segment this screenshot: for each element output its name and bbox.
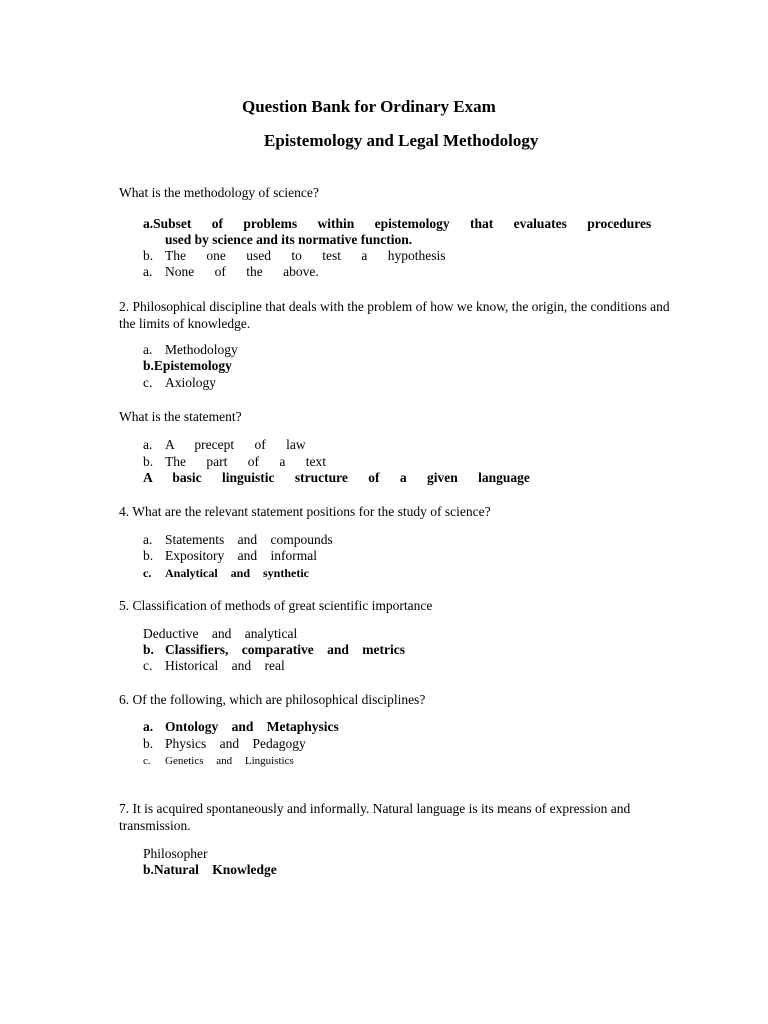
q4-option-a-letter: a. <box>143 532 153 547</box>
q7-option-a <box>143 846 208 862</box>
q3-option-b-text: The part of a text <box>165 454 326 469</box>
q7-option-b-text: Natural Knowledge <box>153 862 277 877</box>
q7-option-a-text: Philosopher <box>143 846 208 861</box>
q5-option-b-text: Classifiers, comparative and metrics <box>165 642 405 657</box>
question-3: What is the statement? <box>119 409 242 424</box>
q3-option-b <box>143 454 326 470</box>
q6-option-c-text: Genetics and Linguistics <box>165 755 294 767</box>
q3-option-a-letter: a. <box>143 437 153 452</box>
q4-option-c <box>143 565 309 581</box>
q6-option-c-letter: c. <box>143 755 151 767</box>
q4-option-b-text: Expository and informal <box>165 548 317 563</box>
q1-option-c-text: None of the above. <box>165 264 319 279</box>
q5-option-b <box>143 642 405 658</box>
question-1: What is the methodology of science? <box>119 185 319 200</box>
q3-option-a <box>143 437 306 453</box>
question-5: 5. Classification of methods of great scientific importance <box>119 598 433 613</box>
q6-option-a-letter: a. <box>143 719 154 734</box>
q4-option-c-letter: c. <box>143 566 152 580</box>
q1-option-b <box>143 248 445 264</box>
q5-option-a <box>143 626 297 642</box>
q4-option-b <box>143 548 317 564</box>
q6-option-b-letter: b. <box>143 736 154 751</box>
q5-option-c-text: Historical and real <box>165 658 285 673</box>
q4-option-c-text: Analytical and synthetic <box>165 566 310 580</box>
question-2: 2. Philosophical discipline that deals with the problem of how we know, the origin, the conditions and the limits of knowledge. <box>119 299 670 331</box>
q4-option-a-text: Statements and compounds <box>165 532 333 547</box>
q5-option-b-letter: b. <box>143 642 154 657</box>
q1-option-c <box>143 264 319 280</box>
document-subtitle: Epistemology and Legal Methodology <box>264 131 539 150</box>
q1-option-b-text: The one used to test a hypothesis <box>165 248 446 263</box>
q6-option-c <box>143 753 294 769</box>
q3-option-a-text: A precept of law <box>165 437 306 452</box>
q2-option-c-letter: c. <box>143 375 153 390</box>
q5-option-a-text: Deductive and analytical <box>143 626 298 641</box>
q7-option-b <box>143 862 277 878</box>
q2-option-b-text: Epistemology <box>153 358 232 373</box>
q5-option-c <box>143 658 285 674</box>
question-4: 4. What are the relevant statement positions for the study of science? <box>119 504 491 519</box>
q3-option-c <box>143 470 530 486</box>
q6-option-a-text: Ontology and Metaphysics <box>165 719 339 734</box>
q2-option-b <box>143 358 232 374</box>
document-title: Question Bank for Ordinary Exam <box>242 97 496 116</box>
q2-option-b-letter: b. <box>143 358 154 373</box>
q4-option-a <box>143 532 333 548</box>
q1-option-a-letter: a. <box>143 216 154 231</box>
q1-option-a-continued: used by science and its normative function. <box>165 232 413 247</box>
q1-option-c-letter: a. <box>143 264 153 279</box>
question-6: 6. Of the following, which are philosophical disciplines? <box>119 692 426 707</box>
q6-option-a <box>143 719 339 735</box>
q1-option-a <box>143 216 651 232</box>
q1-option-a-text: Subset of problems within epistemology that evaluates procedures <box>153 216 652 231</box>
q2-option-c-text: Axiology <box>165 375 217 390</box>
q6-option-b <box>143 736 306 752</box>
q4-option-b-letter: b. <box>143 548 154 563</box>
q3-option-c-text: A basic linguistic structure of a given language <box>143 470 530 485</box>
question-7: 7. It is acquired spontaneously and informally. Natural language is its means of expression and transmission. <box>119 801 631 833</box>
q2-option-c <box>143 375 216 391</box>
q5-option-c-letter: c. <box>143 658 153 673</box>
q2-option-a-text: Methodology <box>165 342 238 357</box>
q7-option-b-letter: b. <box>143 862 154 877</box>
q3-option-b-letter: b. <box>143 454 154 469</box>
q6-option-b-text: Physics and Pedagogy <box>165 736 306 751</box>
q2-option-a-letter: a. <box>143 342 153 357</box>
q1-option-b-letter: b. <box>143 248 154 263</box>
q2-option-a <box>143 342 238 358</box>
